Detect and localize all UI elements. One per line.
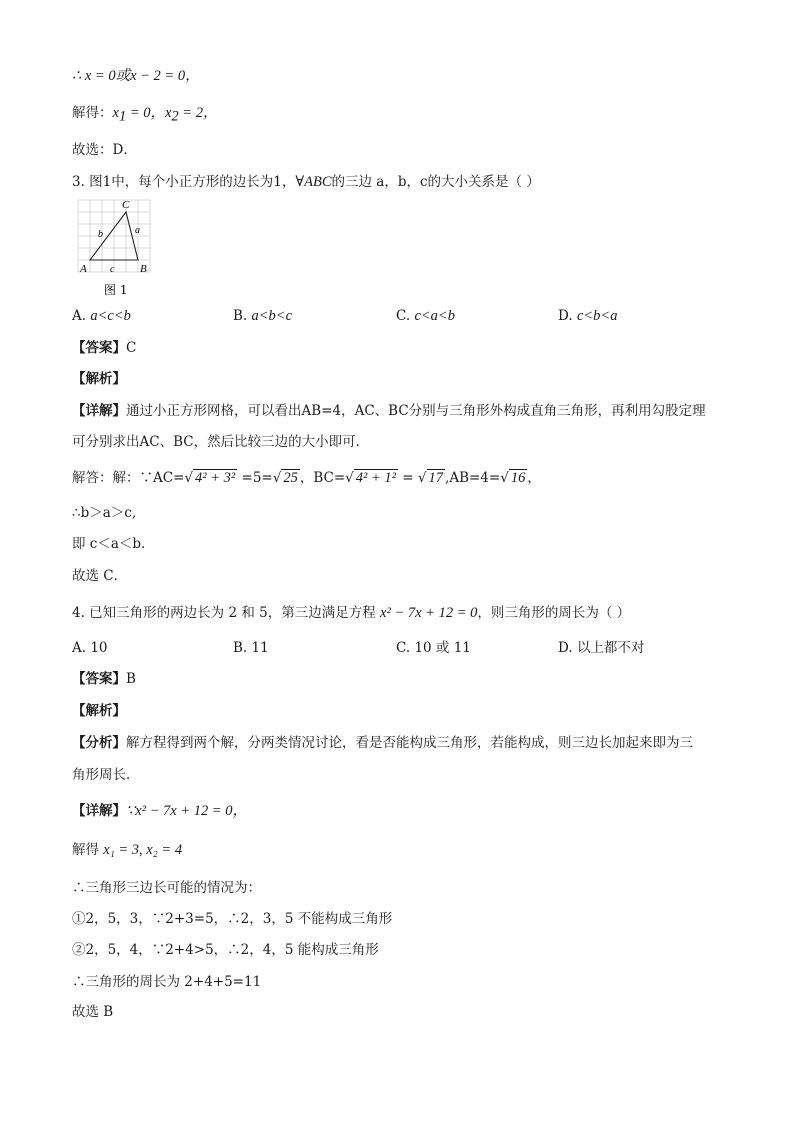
side-label-c: c	[110, 264, 115, 275]
q3-choose: 故选 C．	[72, 568, 128, 584]
q4-case-intro: ∴三角形三边长可能的情况为：	[72, 880, 261, 896]
q4-option-d[interactable]: D. 以上都不对	[558, 640, 645, 656]
sqrt-sign: √ 16	[500, 470, 526, 486]
q4-option-a[interactable]: A. 10	[72, 640, 108, 656]
q3-calculation: 解答：解：∵AC=√ 4² + 3² =5=√ 25 ，BC=√ 4² + 1² = √ 17 ,AB=4=√ 16 ，	[72, 470, 541, 486]
q4-perimeter: ∴三角形的周长为 2+4+5=11	[72, 974, 262, 990]
step-line-2: 解得：$x_1 = 0$，$x_2 = 2$，	[72, 105, 218, 125]
q4-option-c[interactable]: C. 10 或 11	[396, 640, 471, 656]
q4-case-1: ①2，5，3，∵2+3=5，∴2，3，5 不能构成三角形	[72, 911, 393, 927]
q3-detail-line-1: 【详解】通过小正方形网格，可以看出AB=4，AC、BC分别与三角形外构成直角三角形，再利用勾股定理	[72, 403, 706, 419]
grid-lines	[78, 200, 150, 272]
vertex-label-a: A	[80, 263, 87, 275]
sqrt-sign: √ 4² + 1²	[345, 470, 397, 486]
sqrt-sign: √ 25	[272, 470, 298, 486]
q4-detail-equation: 【详解】∵x² − 7x + 12 = 0，	[72, 803, 248, 819]
side-label-a: a	[135, 225, 140, 236]
q3-option-c[interactable]: C. c<a<b	[396, 308, 455, 324]
sqrt-sign: √ 4² + 3²	[184, 470, 236, 486]
sqrt-sign: √ 17	[417, 470, 444, 486]
figure-caption: 图 1	[104, 283, 128, 297]
q4-analysis-line-2: 角形周长．	[72, 767, 140, 783]
vertex-label-b: B	[140, 263, 147, 275]
question-3-stem: 3. 图1中，每个小正方形的边长为1，∀ABC的三边 a，b，c的大小关系是（ ）	[72, 174, 540, 190]
q3-detail-line-2: 可分别求出AC、BC，然后比较三边的大小即可．	[72, 434, 370, 450]
q3-analysis-tag: 【解析】	[72, 371, 126, 387]
q3-conclusion-1: ∴b＞a＞c,	[72, 505, 137, 521]
vertex-label-c: C	[122, 199, 130, 211]
q4-analysis-tag: 【解析】	[72, 703, 126, 719]
q3-answer: 【答案】C	[72, 340, 137, 356]
q3-option-b[interactable]: B. a<b<c	[233, 308, 293, 324]
q4-analysis-line-1: 【分析】解方程得到两个解，分两类情况讨论，看是否能构成三角形，若能构成，则三边长加起来即为三	[72, 735, 693, 751]
q4-answer: 【答案】B	[72, 671, 136, 687]
q4-case-2: ②2，5，4，∵2+4>5，∴2，4，5 能构成三角形	[72, 942, 379, 958]
q3-option-d[interactable]: D. c<b<a	[558, 308, 618, 324]
q4-solution: 解得 x₁ = 3, x₂ = 4	[72, 842, 183, 858]
question-4-stem: 4. 已知三角形的两边长为 2 和 5，第三边满足方程 x² − 7x + 12 = 0，则三角形的周长为（ ）	[72, 605, 631, 621]
step-line-1: ∴ x = 0或x − 2 = 0，	[72, 68, 200, 84]
triangle-grid-figure	[74, 196, 156, 300]
q4-option-b[interactable]: B. 11	[233, 640, 269, 656]
q3-conclusion-2: 即 c＜a＜b．	[72, 536, 155, 552]
side-label-b: b	[98, 229, 103, 240]
choose-line-q2: 故选：D．	[72, 142, 137, 158]
q3-option-a[interactable]: A. a<c<b	[72, 308, 131, 324]
q4-choose: 故选 B	[72, 1004, 114, 1020]
